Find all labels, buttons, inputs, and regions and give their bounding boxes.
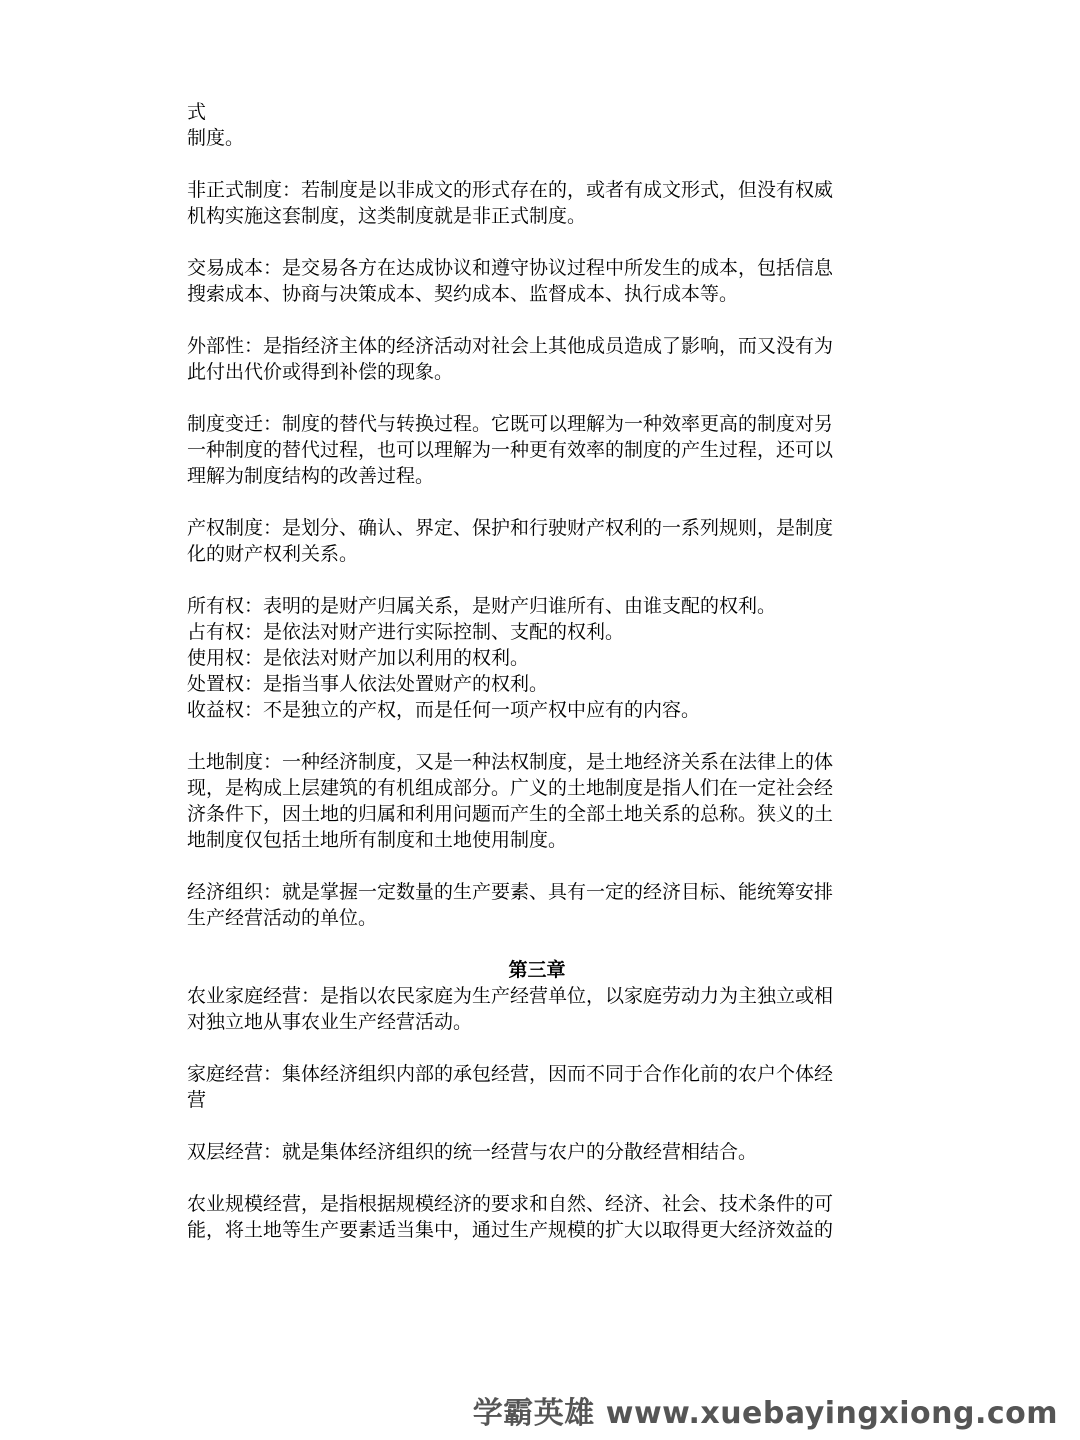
chapter-heading: 第三章 [508, 959, 566, 981]
text-line: 非正式制度：若制度是以非成文的形式存在的，或者有成文形式，但没有权威 [187, 179, 834, 201]
paragraph-gap [187, 1113, 887, 1139]
text-line: 式 [187, 101, 207, 123]
text-line: 双层经营：就是集体经济组织的统一经营与农户的分散经营相结合。 [187, 1141, 758, 1163]
paragraph-gap [187, 723, 887, 749]
text-line: 济条件下，因土地的归属和利用问题而产生的全部土地关系的总称。狭义的土 [187, 803, 834, 825]
paragraph-gap [187, 931, 887, 957]
text-line: 土地制度：一种经济制度，又是一种法权制度，是土地经济关系在法律上的体 [187, 751, 834, 773]
text-line: 所有权：表明的是财产归属关系，是财产归谁所有、由谁支配的权利。 [187, 595, 777, 617]
text-line: 外部性：是指经济主体的经济活动对社会上其他成员造成了影响，而又没有为 [187, 335, 834, 357]
text-line: 此付出代价或得到补偿的现象。 [187, 361, 454, 383]
text-line: 能，将土地等生产要素适当集中，通过生产规模的扩大以取得更大经济效益的 [187, 1219, 834, 1241]
paragraph-gap [187, 567, 887, 593]
paragraph-gap [187, 307, 887, 333]
text-line: 农业家庭经营：是指以农民家庭为生产经营单位，以家庭劳动力为主独立或相 [187, 985, 834, 1007]
text-line: 农业规模经营，是指根据规模经济的要求和自然、经济、社会、技术条件的可 [187, 1193, 834, 1215]
document-body [187, 99, 887, 1243]
text-line: 一种制度的替代过程，也可以理解为一种更有效率的制度的产生过程，还可以 [187, 439, 834, 461]
paragraph-gap [187, 151, 887, 177]
paragraph-gap [187, 229, 887, 255]
text-line: 经济组织：就是掌握一定数量的生产要素、具有一定的经济目标、能统筹安排 [187, 881, 834, 903]
text-line: 处置权：是指当事人依法处置财产的权利。 [187, 673, 549, 695]
text-line: 交易成本：是交易各方在达成协议和遵守协议过程中所发生的成本，包括信息 [187, 257, 834, 279]
text-line: 对独立地从事农业生产经营活动。 [187, 1011, 473, 1033]
text-line: 化的财产权利关系。 [187, 543, 359, 565]
text-line: 营 [187, 1089, 207, 1111]
paragraph-gap [187, 385, 887, 411]
paragraph-gap [187, 1035, 887, 1061]
text-line: 生产经营活动的单位。 [187, 907, 378, 929]
site-watermark: 学霸英雄 www.xuebayingxiong.com [472, 1396, 1058, 1431]
paragraph-gap [187, 489, 887, 515]
text-line: 搜索成本、协商与决策成本、契约成本、监督成本、执行成本等。 [187, 283, 739, 305]
paragraph-gap [187, 1165, 887, 1191]
text-line: 制度。 [187, 127, 245, 149]
text-line: 地制度仅包括土地所有制度和土地使用制度。 [187, 829, 568, 851]
text-line: 现，是构成上层建筑的有机组成部分。广义的土地制度是指人们在一定社会经 [187, 777, 834, 799]
text-line: 占有权：是依法对财产进行实际控制、支配的权利。 [187, 621, 625, 643]
text-line: 制度变迁：制度的替代与转换过程。它既可以理解为一种效率更高的制度对另 [187, 413, 834, 435]
text-line: 家庭经营：集体经济组织内部的承包经营，因而不同于合作化前的农户个体经 [187, 1063, 834, 1085]
text-line: 产权制度：是划分、确认、界定、保护和行驶财产权利的一系列规则，是制度 [187, 517, 834, 539]
paragraph-gap [187, 853, 887, 879]
text-line: 理解为制度结构的改善过程。 [187, 465, 435, 487]
text-line: 收益权：不是独立的产权，而是任何一项产权中应有的内容。 [187, 699, 701, 721]
text-line: 使用权：是依法对财产加以利用的权利。 [187, 647, 530, 669]
text-line: 机构实施这套制度，这类制度就是非正式制度。 [187, 205, 587, 227]
